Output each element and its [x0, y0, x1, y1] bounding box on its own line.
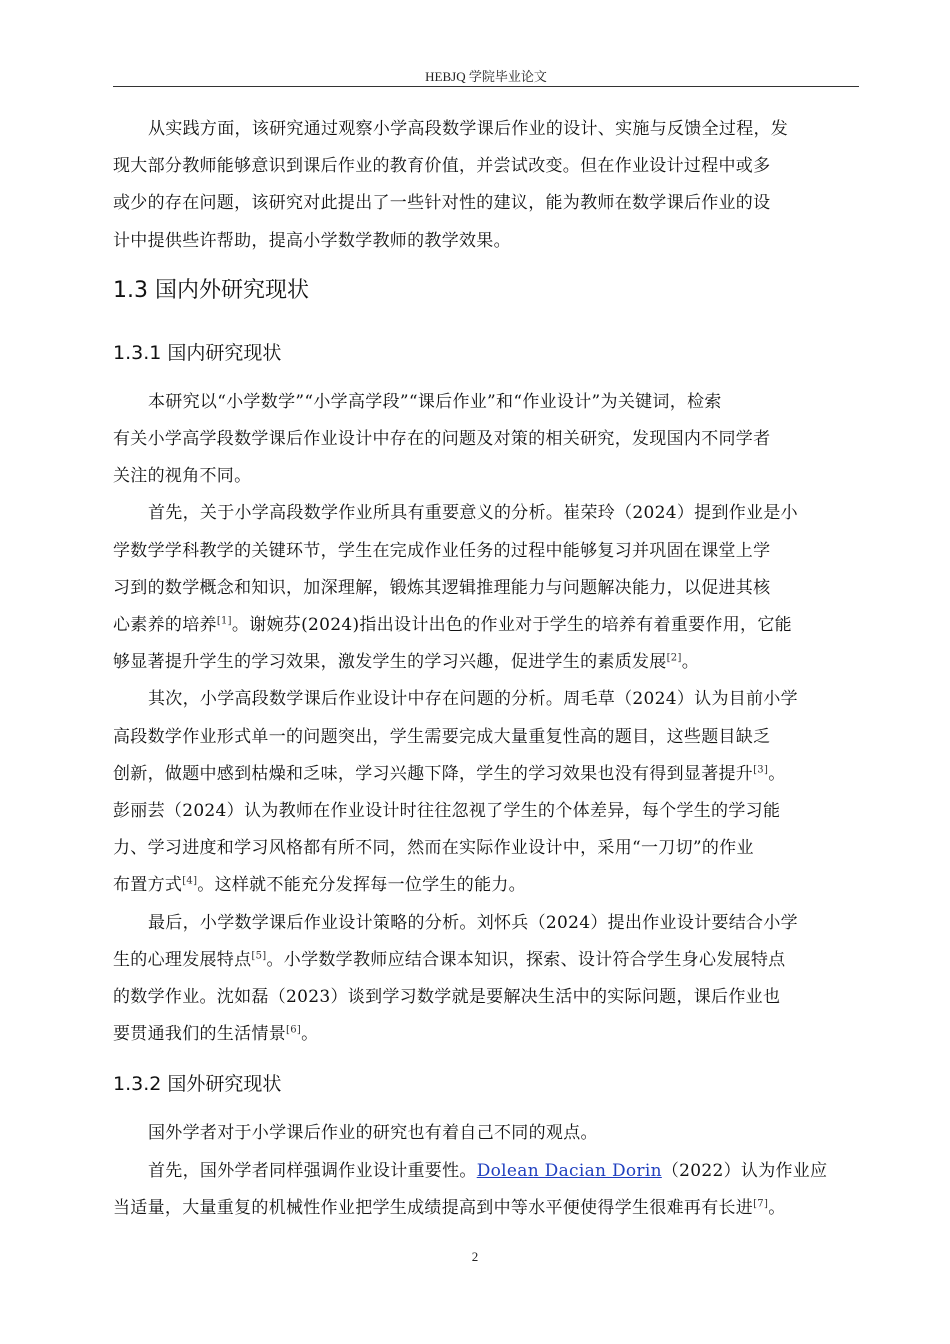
page-body [113, 111, 859, 1227]
text-run: 够显著提升学生的学习效果，激发学生的学习兴趣，促进学生的素质发展 [113, 652, 667, 673]
section-heading-1-3: 1.3 国内外研究现状 [113, 277, 309, 303]
text-line: 国外学者对于小学课后作业的研究也有着自己不同的观点。 [148, 1123, 598, 1144]
text-line: 最后，小学数学课后作业设计策略的分析。刘怀兵（2024）提出作业设计要结合小学 [148, 912, 798, 933]
citation-4[interactable]: [4] [182, 875, 198, 887]
text-run: 。小学数学教师应结合课本知识，探索、设计符合学生身心发展特点 [266, 949, 786, 970]
page-number: 2 [471, 1249, 479, 1264]
citation-7[interactable]: [7] [753, 1198, 769, 1210]
text-run: 要贯通我们的生活情景 [113, 1024, 286, 1045]
citation-6[interactable]: [6] [286, 1024, 302, 1036]
paragraph-foreign-intro [113, 1115, 859, 1152]
author-link[interactable]: Dolean Dacian Dorin [476, 1160, 662, 1181]
paragraph-foreign-first [113, 1153, 859, 1227]
running-header: HEBJQ 学院毕业论文 [425, 69, 547, 84]
paragraph-domestic-intro [113, 384, 859, 496]
section-heading-1-3-2: 1.3.2 国外研究现状 [113, 1073, 282, 1096]
citation-3[interactable]: [3] [753, 764, 769, 776]
text-run: 。 [768, 763, 786, 784]
text-run: 。谢婉芬(2024)指出设计出色的作业对于学生的培养有着重要作用，它能 [231, 615, 792, 636]
text-run: 心素养的培养 [113, 615, 217, 636]
text-line [113, 756, 859, 793]
header-rule [113, 86, 859, 87]
text-line: 关注的视角不同。 [113, 466, 252, 487]
text-run: 。这样就不能充分发挥每一位学生的能力。 [197, 875, 526, 896]
citation-2[interactable]: [2] [666, 652, 682, 664]
paragraph-second [113, 681, 859, 904]
text-line [113, 1190, 859, 1227]
paragraph-last [113, 905, 859, 1054]
text-line [113, 607, 859, 644]
text-line: 首先，关于小学高段数学作业所具有重要意义的分析。崔荣玲（2024）提到作业是小 [148, 503, 798, 524]
text-line: 高段数学作业形式单一的问题突出，学生需要完成大量重复性高的题目，这些题目缺乏 [113, 726, 771, 747]
text-line: 或少的存在问题，该研究对此提出了一些针对性的建议，能为教师在数学课后作业的设 [113, 193, 771, 214]
text-line [113, 867, 859, 904]
citation-5[interactable]: [5] [251, 950, 267, 962]
text-line [113, 942, 859, 979]
text-line [113, 1153, 859, 1190]
text-line: 计中提供些许帮助，提高小学数学教师的教学效果。 [113, 230, 511, 251]
text-run: 生的心理发展特点 [113, 949, 252, 970]
text-line: 其次，小学高段数学课后作业设计中存在问题的分析。周毛草（2024）认为目前小学 [148, 689, 798, 710]
text-run: 创新，做题中感到枯燥和乏味，学习兴趣下降，学生的学习效果也没有得到显著提升 [113, 763, 754, 784]
text-run: 布置方式 [113, 875, 183, 896]
text-run: 。 [681, 652, 699, 673]
citation-1[interactable]: [1] [216, 615, 232, 627]
paragraph-first [113, 495, 859, 681]
text-line: 从实践方面，该研究通过观察小学高段数学课后作业的设计、实施与反馈全过程，发 [148, 119, 789, 139]
text-line: 学数学学科教学的关键环节，学生在完成作业任务的过程中能够复习并巩固在课堂上学 [113, 540, 771, 561]
text-line: 本研究以“小学数学”“小学高学段”“课后作业”和“作业设计”为关键词，检索 [148, 391, 722, 412]
text-line: 彭丽芸（2024）认为教师在作业设计时往往忽视了学生的个体差异，每个学生的学习能 [113, 801, 781, 822]
text-line: 有关小学高学段数学课后作业设计中存在的问题及对策的相关研究，发现国内不同学者 [113, 429, 771, 450]
text-run: 。 [768, 1197, 786, 1218]
text-line: 现大部分教师能够意识到课后作业的教育价值，并尝试改变。但在作业设计过程中或多 [113, 156, 771, 177]
text-line [113, 644, 859, 681]
text-run: 当适量，大量重复的机械性作业把学生成绩提高到中等水平便使得学生很难再有长进 [113, 1197, 754, 1218]
text-line: 的数学作业。沈如磊（2023）谈到学习数学就是要解决生活中的实际问题，课后作业也 [113, 987, 781, 1008]
text-run: 。 [301, 1024, 319, 1045]
paragraph-practice [113, 111, 859, 260]
section-heading-1-3-1: 1.3.1 国内研究现状 [113, 341, 282, 364]
text-run: （2022）认为作业应 [661, 1160, 828, 1181]
text-line: 力、学习进度和学习风格都有所不同，然而在实际作业设计中，采用“一刀切”的作业 [113, 838, 754, 859]
text-line: 习到的数学概念和知识，加深理解，锻炼其逻辑推理能力与问题解决能力，以促进其核 [113, 577, 771, 598]
text-run: 首先，国外学者同样强调作业设计重要性。 [148, 1160, 477, 1181]
text-line [113, 1016, 859, 1053]
